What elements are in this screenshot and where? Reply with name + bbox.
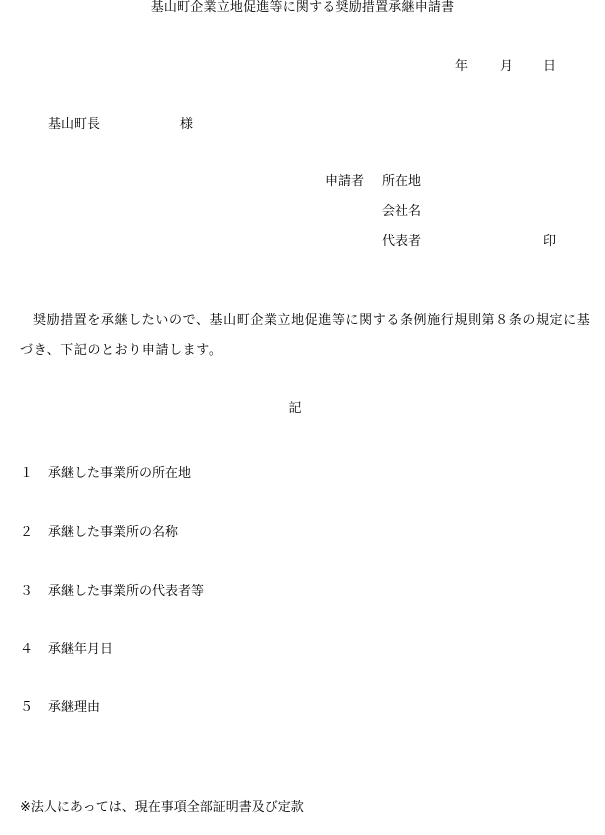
- document-title: 基山町企業立地促進等に関する奨励措置承継申請書: [150, 0, 455, 15]
- ki-heading: 記: [288, 401, 302, 416]
- item-number: ３: [20, 584, 34, 599]
- addressee: [48, 117, 194, 132]
- body-paragraph: 奨励措置を承継したいので、基山町企業立地促進等に関する条例施行規則第８条の規定に基づき、下記のとおり申請します。: [20, 313, 591, 358]
- addressee-name: 基山町長: [48, 117, 101, 132]
- item-text: 承継した事業所の代表者等: [48, 584, 205, 599]
- list-item: [20, 526, 178, 539]
- seal-mark: 印: [543, 234, 557, 249]
- item-number: ５: [20, 700, 34, 715]
- applicant-company-label: 会社名: [382, 204, 422, 219]
- date-month-label: 月: [500, 59, 514, 74]
- applicant-address-label: 所在地: [382, 174, 422, 189]
- addressee-honorific: 様: [180, 117, 194, 132]
- item-number: ４: [20, 642, 34, 657]
- item-text: 承継理由: [48, 700, 101, 715]
- item-number: １: [20, 466, 34, 481]
- date-day-label: 日: [543, 59, 557, 74]
- applicant-representative-label: 代表者: [382, 234, 422, 249]
- item-text: 承継した事業所の名称: [48, 525, 179, 540]
- list-item: [20, 643, 113, 656]
- footnote: ※法人にあっては、現在事項全部証明書及び定款: [20, 800, 304, 815]
- item-text: 承継した事業所の所在地: [48, 466, 192, 481]
- list-item: [20, 701, 100, 714]
- item-text: 承継年月日: [48, 642, 114, 657]
- item-number: ２: [20, 525, 34, 540]
- date-year-label: 年: [455, 59, 469, 74]
- list-item: [20, 585, 204, 598]
- applicant-role: 申請者: [325, 174, 365, 189]
- list-item: [20, 467, 191, 480]
